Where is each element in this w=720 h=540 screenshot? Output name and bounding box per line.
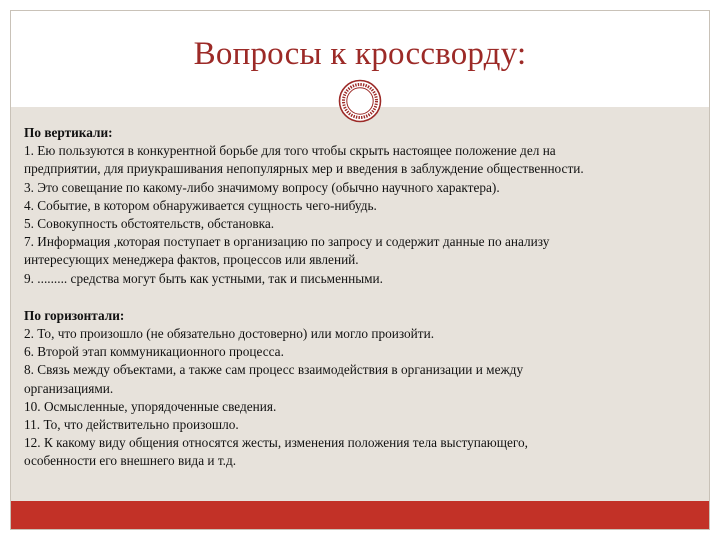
- horizontal-line: особенности его внешнего вида и т.д.: [24, 453, 237, 469]
- vertical-line: интересующих менеджера фактов, процессов или явлений.: [24, 252, 359, 268]
- horizontal-line: 10. Осмысленные, упорядоченные сведения.: [24, 398, 277, 414]
- bottom-accent-bar: [11, 501, 709, 529]
- circle-ornament-icon: [338, 79, 382, 123]
- vertical-line: 7. Информация ,которая поступает в организацию по запросу и содержит данные по анализу: [24, 234, 550, 250]
- vertical-line: 1. Ею пользуются в конкурентной борьбе для того чтобы скрыть настоящее положение дел на: [24, 143, 556, 159]
- crossword-questions: [24, 124, 700, 471]
- slide-title: Вопросы к кроссворду:: [193, 36, 527, 72]
- vertical-line: 9. ......... средства могут быть как устными, так и письменными.: [24, 270, 383, 286]
- horizontal-line: 8. Связь между объектами, а также сам процесс взаимодействия в организации и между: [24, 362, 524, 378]
- section-gap: [24, 288, 700, 307]
- horizontal-line: 2. То, что произошло (не обязательно достоверно) или могло произойти.: [24, 326, 435, 342]
- vertical-line: 4. Событие, в котором обнаруживается сущность чего-нибудь.: [24, 197, 377, 213]
- horizontal-line: 6. Второй этап коммуникационного процесса.: [24, 344, 284, 360]
- horizontal-line: 11. То, что действительно произошло.: [24, 417, 239, 433]
- horizontal-heading: По горизонтали:: [24, 307, 125, 323]
- vertical-line: 5. Совокупность обстоятельств, обстановка.: [24, 216, 275, 232]
- vertical-heading: По вертикали:: [24, 125, 113, 140]
- horizontal-line: организациями.: [24, 380, 114, 396]
- horizontal-line: 12. К какому виду общения относятся жесты, изменения положения тела выступающего,: [24, 435, 528, 451]
- vertical-line: предприятии, для приукрашивания непопулярных мер и введения в заблуждение общественности.: [24, 161, 584, 177]
- vertical-line: 3. Это совещание по какому-либо значимому вопросу (обычно научного характера).: [24, 179, 500, 195]
